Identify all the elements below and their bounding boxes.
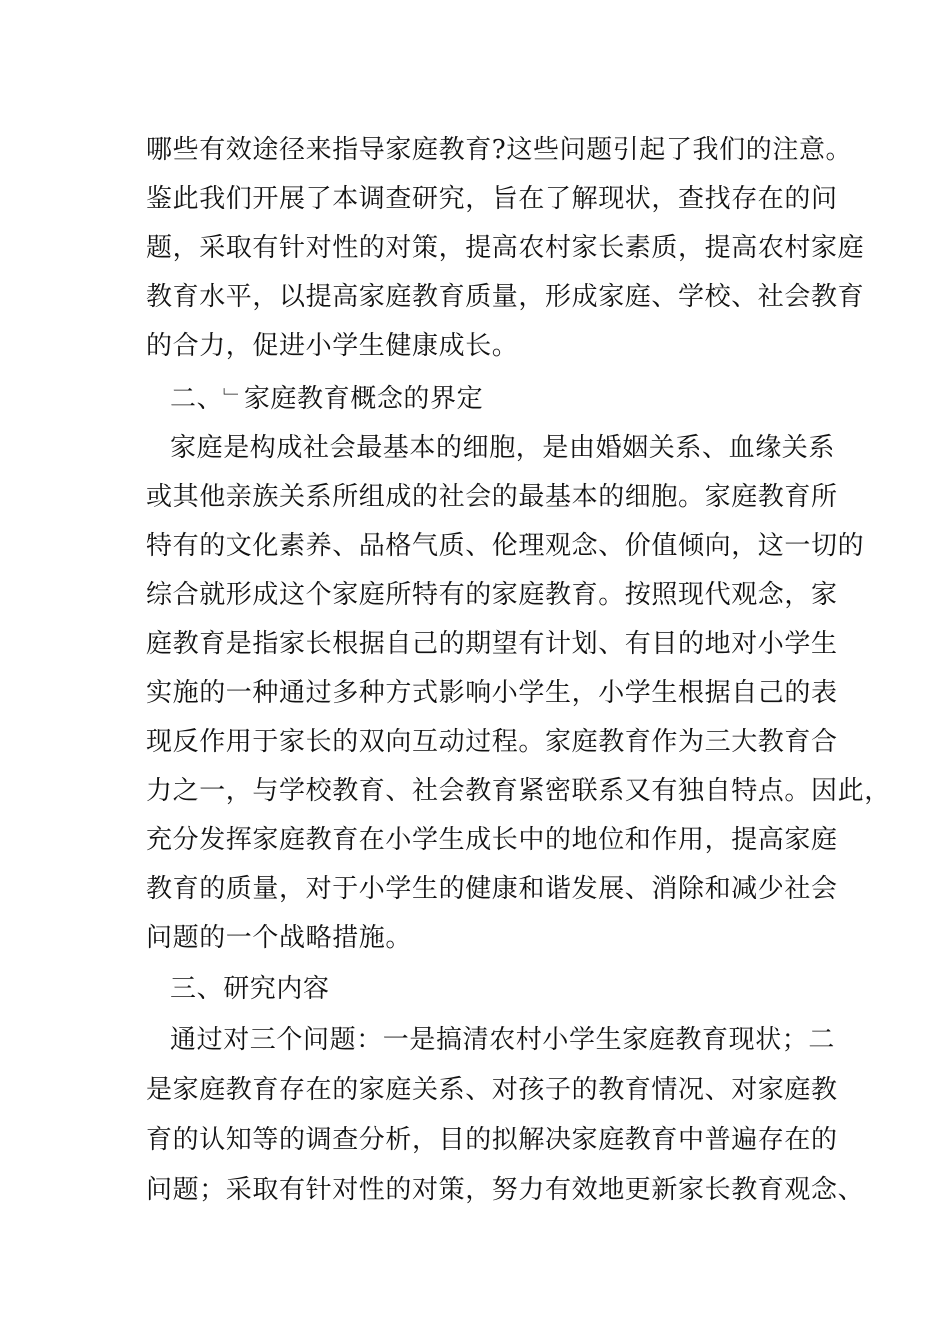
paragraph-line: 问题；采取有针对性的对策，努力有效地更新家长教育观念、 bbox=[146, 1175, 865, 1205]
paragraph-line: 或其他亲族关系所组成的社会的最基本的细胞。家庭教育所 bbox=[146, 482, 838, 512]
heading-number: 二、 bbox=[170, 384, 224, 414]
paragraph-line: 教育的质量，对于小学生的健康和谐发展、消除和减少社会 bbox=[146, 874, 838, 904]
paragraph-line: 题，采取有针对性的对策，提高农村家长素质，提高农村家庭 bbox=[146, 233, 865, 263]
paragraph-line: 力之一，与学校教育、社会教育紧密联系又有独自特点。因此， bbox=[146, 776, 891, 806]
heading-text: 家庭教育概念的界定 bbox=[243, 384, 484, 414]
paragraph-line: 教育水平，以提高家庭教育质量，形成家庭、学校、社会教育 bbox=[146, 282, 865, 312]
paragraph-line: 实施的一种通过多种方式影响小学生，小学生根据自己的表 bbox=[146, 678, 838, 708]
paragraph-line: 特有的文化素养、品格气质、伦理观念、价值倾向，这一切的 bbox=[146, 531, 865, 561]
paragraph-line: 庭教育是指家长根据自己的期望有计划、有目的地对小学生 bbox=[146, 629, 838, 659]
section-heading-3: 三、研究内容 bbox=[170, 974, 330, 1004]
paragraph-line: 现反作用于家长的双向互动过程。家庭教育作为三大教育合 bbox=[146, 727, 838, 757]
paragraph-line: 育的认知等的调查分析，目的拟解决家庭教育中普遍存在的 bbox=[146, 1125, 838, 1155]
paragraph-line: 综合就形成这个家庭所特有的家庭教育。按照现代观念，家 bbox=[146, 580, 838, 610]
paragraph-line: 通过对三个问题：一是搞清农村小学生家庭教育现状；二 bbox=[170, 1025, 836, 1055]
paragraph-line: 问题的一个战略措施。 bbox=[146, 923, 413, 953]
paragraph-line: 家庭是构成社会最基本的细胞，是由婚姻关系、血缘关系 bbox=[170, 433, 836, 463]
paragraph-line: 哪些有效途径来指导家庭教育?这些问题引起了我们的注意。 bbox=[146, 135, 853, 165]
heading-glyph: ﹂ bbox=[223, 386, 244, 410]
paragraph-line: 是家庭教育存在的家庭关系、对孩子的教育情况、对家庭教 bbox=[146, 1075, 838, 1105]
paragraph-line: 鉴此我们开展了本调查研究，旨在了解现状，查找存在的问 bbox=[146, 184, 838, 214]
paragraph-line: 的合力，促进小学生健康成长。 bbox=[146, 331, 519, 361]
section-heading-2 bbox=[170, 380, 850, 417]
paragraph-line: 充分发挥家庭教育在小学生成长中的地位和作用，提高家庭 bbox=[146, 825, 838, 855]
